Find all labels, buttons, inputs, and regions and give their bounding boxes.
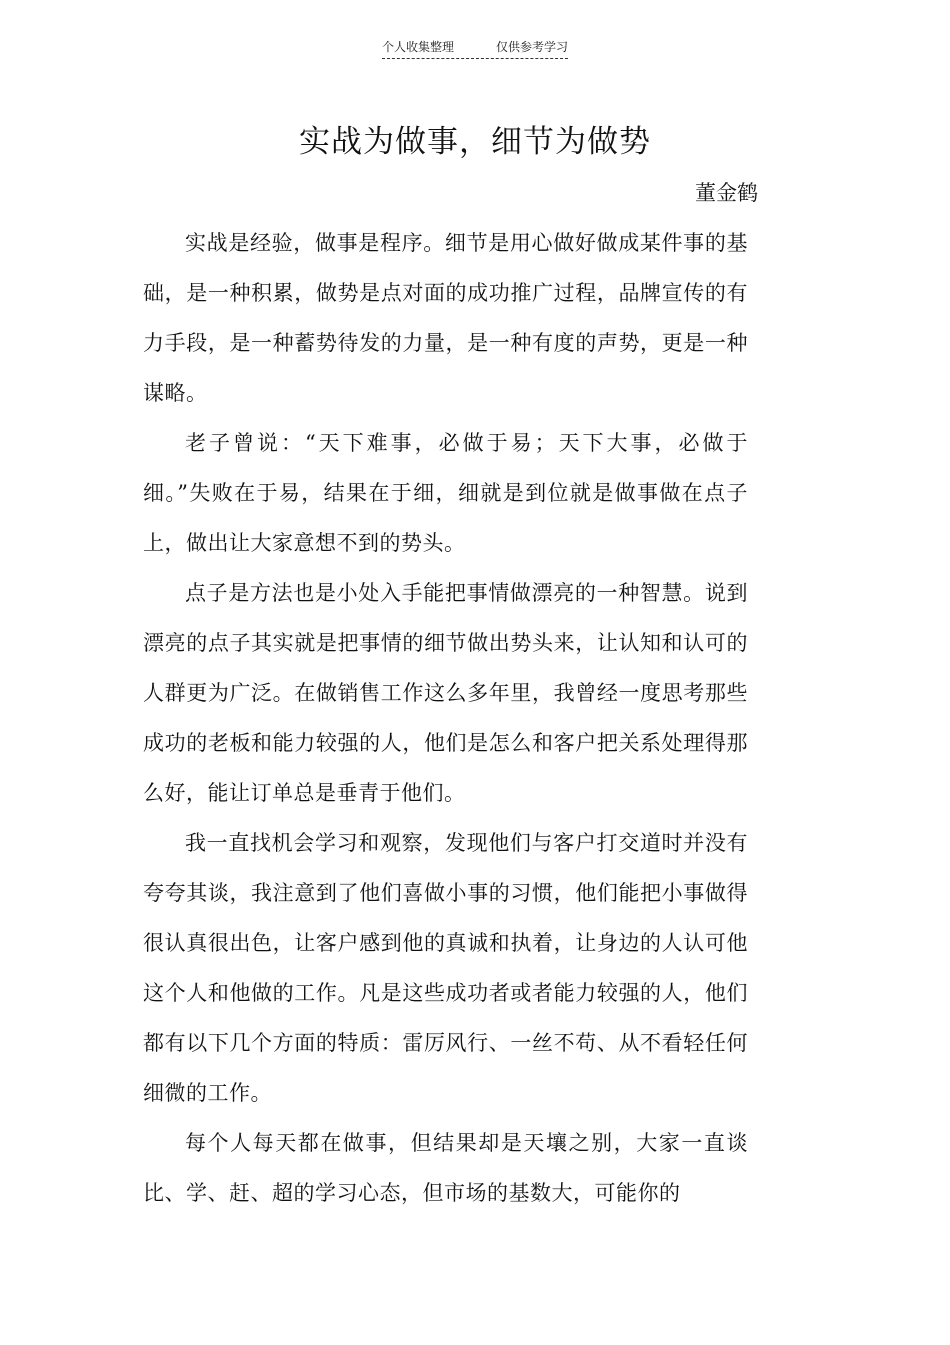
paragraph: 点子是方法也是小处入手能把事情做漂亮的一种智慧。说到漂亮的点子其实就是把事情的细节做出势头来，让认知和认可的人群更为广泛。在做销售工作这么多年里，我曾经一度思考那些成功的老板和能力较强的人，他们是怎么和客户把关系处理得那么好，能让订单总是垂青于他们。: [143, 581, 748, 805]
paragraph: 我一直找机会学习和观察，发现他们与客户打交道时并没有夸夸其谈，我注意到了他们喜做小事的习惯，他们能把小事做得很认真很出色，让客户感到他的真诚和执着，让身边的人认可他这个人和他做的工作。凡是这些成功者或者能力较强的人，他们都有以下几个方面的特质：雷厉风行、一丝不苟、从不看轻任何细微的工作。: [143, 831, 748, 1105]
header-left-text: 个人收集整理: [382, 40, 455, 54]
paragraph: 每个人每天都在做事，但结果却是天壤之别，大家一直谈比、学、赶、超的学习心态，但市场的基数大，可能你的: [143, 1131, 748, 1205]
paragraph: 老子曾说：“天下难事，必做于易；天下大事，必做于细。”失败在于易，结果在于细，细就是到位就是做事做在点子上，做出让大家意想不到的势头。: [143, 431, 748, 555]
header-right-text: 仅供参考学习: [495, 40, 568, 54]
author-name: 董金鹤: [695, 181, 758, 205]
document-body: [143, 218, 748, 1218]
document-title: 实战为做事，细节为做势: [299, 124, 651, 160]
page-header: [382, 38, 568, 59]
paragraph: 实战是经验，做事是程序。细节是用心做好做成某件事的基础，是一种积累，做势是点对面的成功推广过程，品牌宣传的有力手段，是一种蓄势待发的力量，是一种有度的声势，更是一种谋略。: [143, 231, 748, 405]
